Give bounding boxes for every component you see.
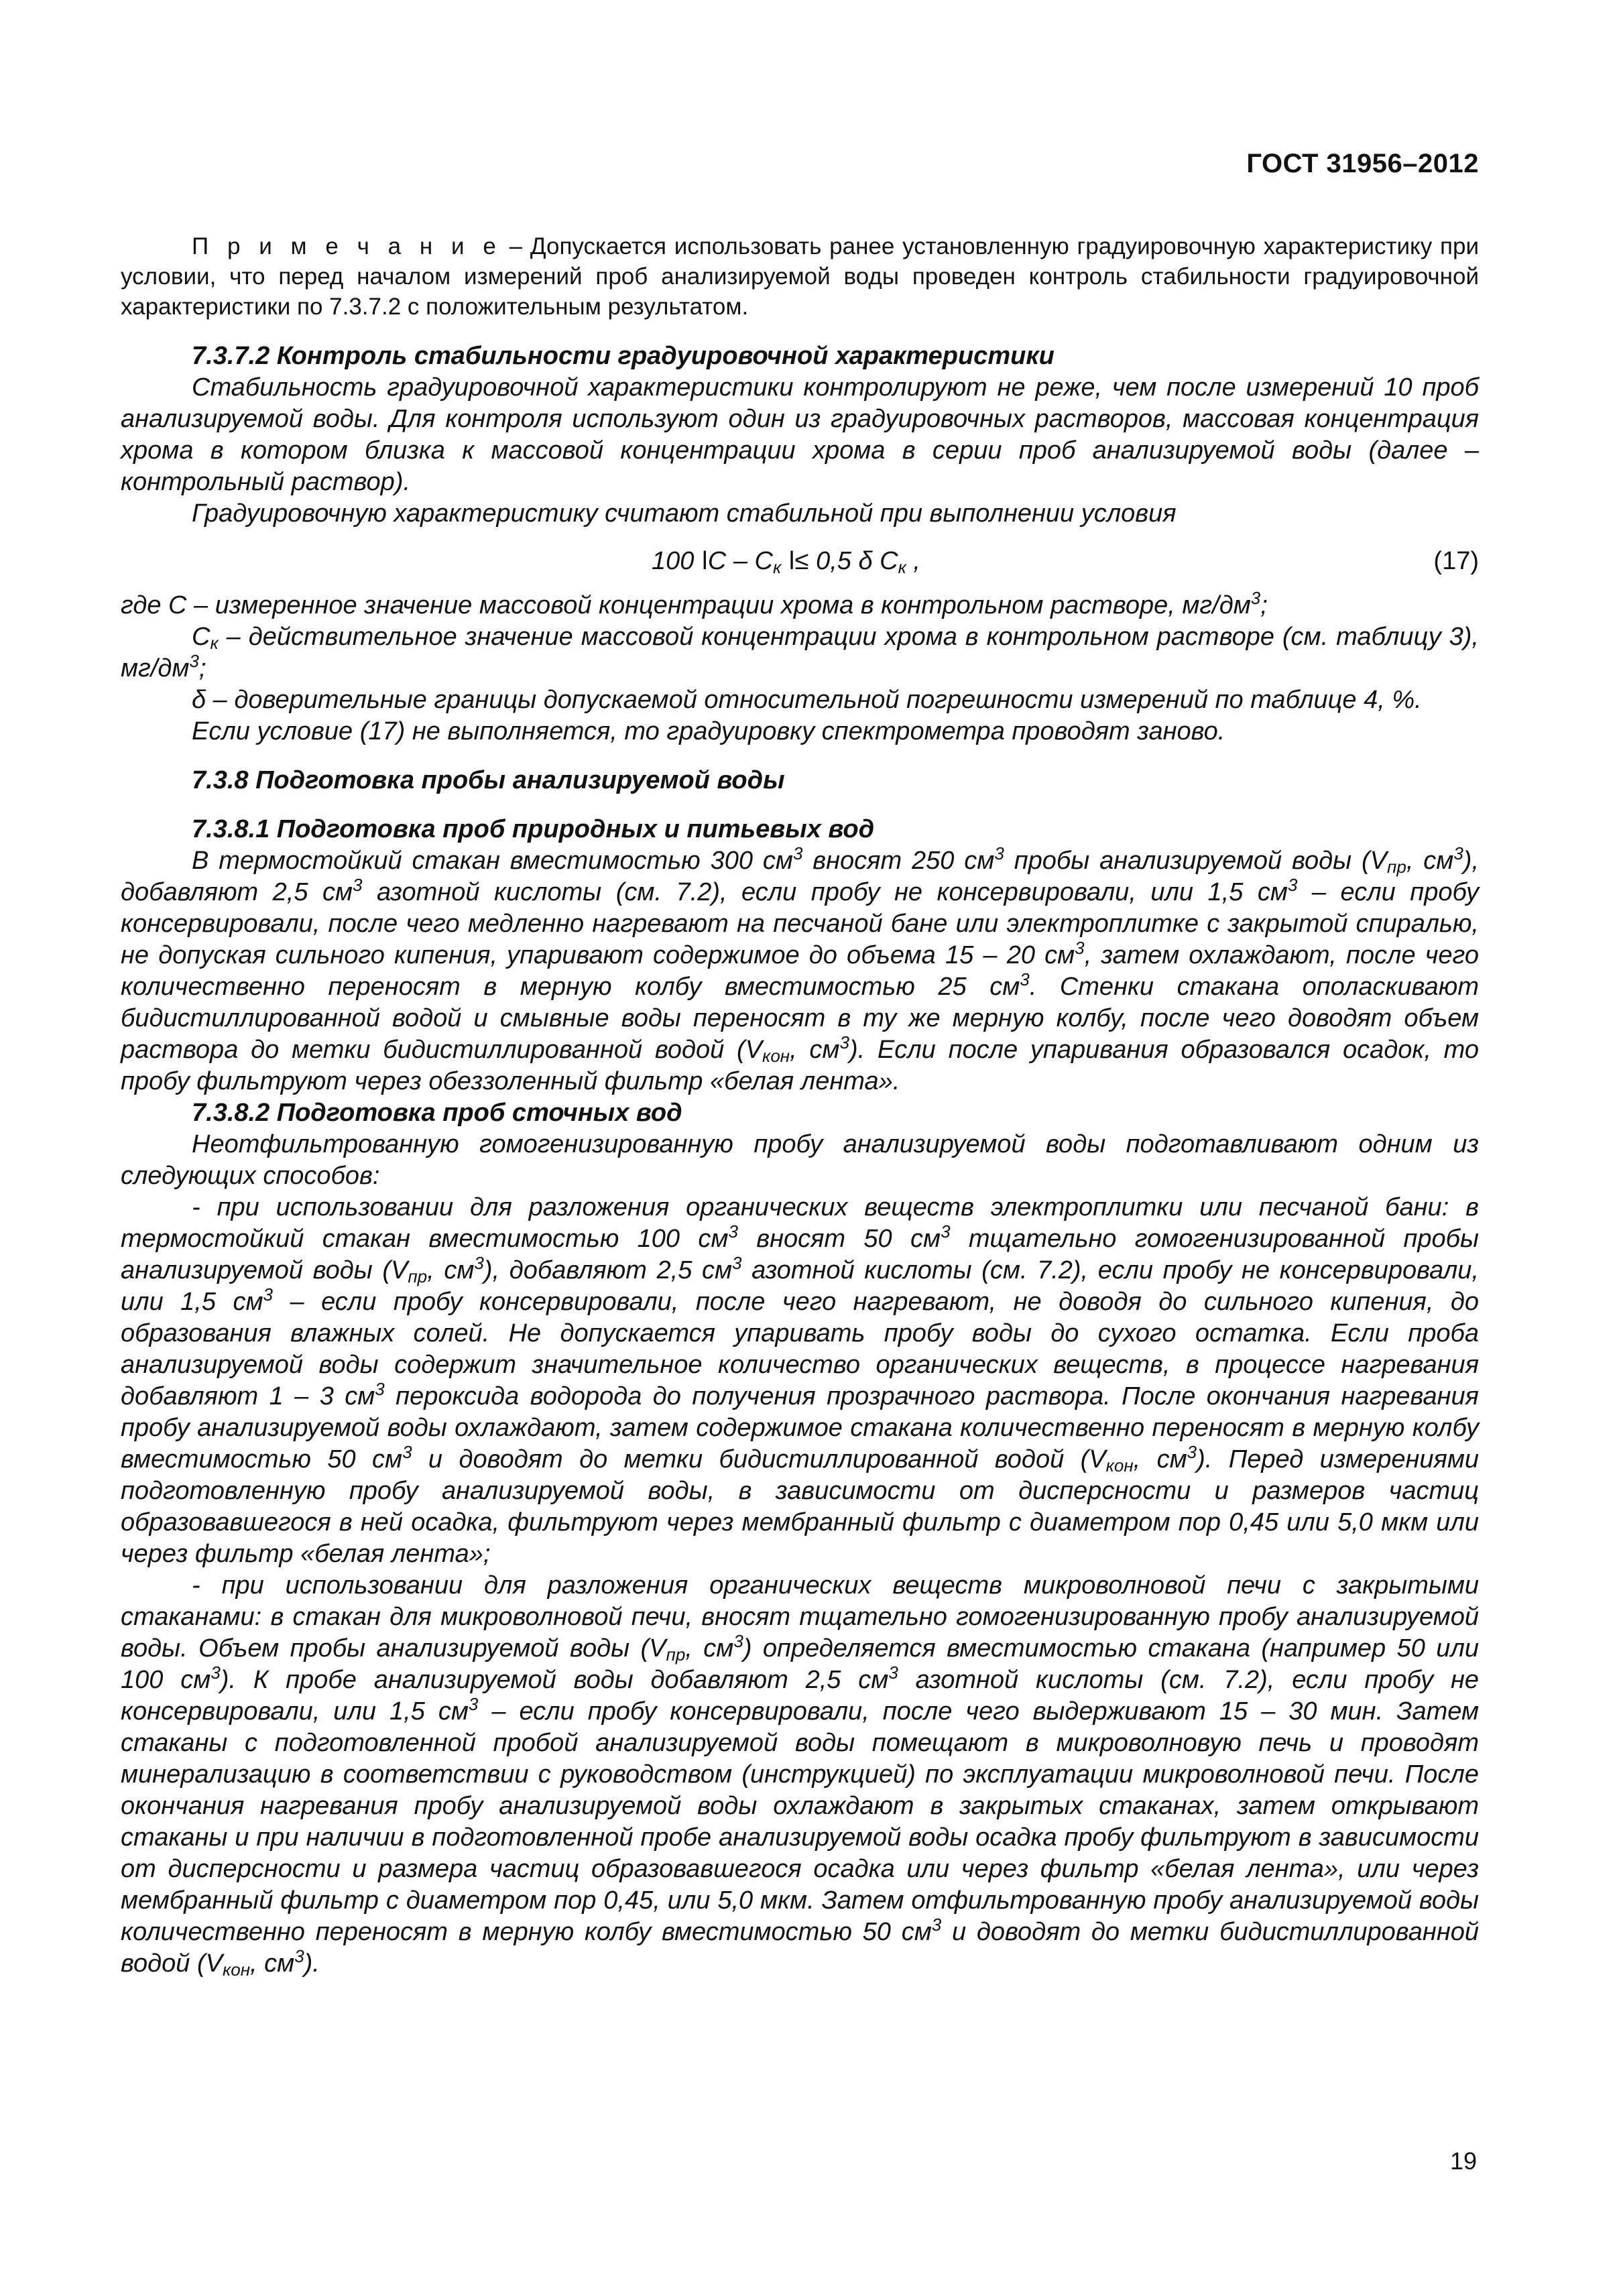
text-run: – если пробу консервировали, после чего выдерживают 15 – 30 мин. Затем стаканы с подготовленной пробой анализируемой воды помещают в микроволновую печь и проводят минерализацию в соответствии с руководством (инструкцией) по эксплуатации микроволновой печи. После окончания нагревания пробу анализируемой воды охлаждают в закрытых стаканах, затем открывают стаканы и при наличии в подготовленной пробе анализируемой воды осадка пробу фильтруют в зависимости от дисперсности и размера частиц образовавшегося осадка или через фильтр «белая лента», или через мембранный фильтр с диаметром пор 0,45, или 5,0 мкм. Затем отфильтрованную пробу анализируемой воды количественно переносят в мерную колбу вместимостью 50 см — [121, 1697, 1479, 1946]
superscript: 3 — [1287, 875, 1298, 895]
section-7382-method-b — [121, 1570, 1479, 1980]
superscript: 3 — [1453, 843, 1463, 863]
text-run: азотной кислоты (см. 7.2), если пробу не консервировали, или 1,5 см — [121, 1666, 1479, 1726]
text-run: , см — [685, 1634, 734, 1663]
section-738-title: 7.3.8 Подготовка пробы анализируемой воды — [192, 766, 785, 794]
text-run: где C – измеренное значение массовой концентрации хрома в контрольном растворе, мг/дм — [121, 591, 1251, 619]
superscript: 3 — [1250, 588, 1261, 608]
superscript: 3 — [994, 843, 1004, 863]
superscript: 3 — [728, 1221, 738, 1242]
note-paragraph — [121, 231, 1479, 322]
formula-subscript: к — [898, 557, 906, 577]
superscript: 3 — [468, 1694, 479, 1714]
text-run: , см — [790, 1036, 840, 1064]
text-run: ; — [198, 654, 206, 682]
text-run: – действительное значение массовой концентрации хрома в контрольном растворе (см. таблицу 3), мг/дм — [121, 623, 1479, 682]
formula-number: (17) — [1433, 547, 1479, 575]
text-run: азотной кислоты (см. 7.2), если пробу не консервировали, или 1,5 см — [121, 1256, 1479, 1316]
section-7382-method-a — [121, 1192, 1479, 1570]
text-run: вносят 50 см — [737, 1225, 941, 1253]
note-label: П р и м е ч а н и е — [192, 233, 501, 259]
superscript: 3 — [941, 1221, 951, 1242]
section-7372-paragraph-1: Стабильность градуировочной характеристики контролируют не реже, чем после измерений 10 проб анализируемой воды. Для контроля используют один из градуировочных растворов, массовая концентрация хрома в котором близка к массовой концентрации хрома в серии проб анализируемой воды (далее – контрольный раствор). — [121, 373, 1479, 496]
text-run: - при использовании для разложения органических веществ микроволновой печи с закрытыми стаканами: в стакан для микроволновой печи, вносят тщательно гомогенизированную пробу анализируемой воды. Объем пробы анализируемой воды (V — [121, 1571, 1479, 1663]
text-run: - при использовании для разложения органических веществ электроплитки или песчаной бани: в термостойкий стакан вместимостью 100 см — [121, 1193, 1479, 1253]
formula-part: ǀ≤ 0,5 δ C — [781, 547, 898, 575]
text-run: C — [192, 623, 211, 651]
text-run: ). К пробе анализируемой воды добавляют 2,5 см — [220, 1666, 889, 1694]
text-run: ) определяется вместимостью стакана (например 50 или 100 см — [121, 1634, 1480, 1694]
superscript: 3 — [353, 875, 363, 895]
text-run: , см — [1406, 847, 1454, 875]
superscript: 3 — [1187, 1442, 1197, 1462]
text-run: . Стенки стакана ополаскивают бидистиллированной водой и смывные воды переносят в ту же мерную колбу, после чего доводят объем раствора до метки бидистиллированной водой (V — [121, 973, 1479, 1064]
text-run: ; — [1260, 591, 1268, 619]
formula-17 — [121, 538, 1479, 585]
section-7381-paragraph — [121, 845, 1479, 1097]
subscript: кон — [1105, 1455, 1134, 1475]
delta-definition: δ – доверительные границы допускаемой относительной погрешности измерений по таблице 4, %. — [192, 686, 1422, 714]
subscript: кон — [762, 1046, 790, 1066]
document-code-header: ГОСТ 31956–2012 — [1246, 149, 1479, 178]
text-run: и доводят до метки бидистиллированной водой (V — [121, 1918, 1480, 1978]
text-run: пероксида водорода до получения прозрачного раствора. После окончания нагревания пробу анализируемой воды охлаждают, затем содержимое стакана количественно переносят в мерную колбу вместимостью 50 см — [121, 1382, 1479, 1473]
text-run: – если пробу консервировали, после чего нагревают, не доводя до сильного кипения, до образования влажных солей. Не допускается упаривать пробу воды до сухого остатка. Если проба анализируемой воды содержит значительное количество органических веществ, в процессе нагревания добавляют 1 – 3 см — [121, 1288, 1479, 1410]
subscript: пр — [1387, 857, 1406, 877]
superscript: 3 — [1075, 938, 1085, 958]
text-run: ), добавляют 2,5 см — [483, 1256, 733, 1284]
page-content — [121, 231, 1479, 1980]
superscript: 3 — [474, 1253, 484, 1273]
section-7381-title: 7.3.8.1 Подготовка проб природных и питьевых вод — [192, 815, 875, 843]
superscript: 3 — [839, 1032, 849, 1052]
formula-part: 100 ǀC – C — [652, 547, 773, 575]
section-7382-title: 7.3.8.2 Подготовка проб сточных вод — [192, 1099, 682, 1127]
formula-part: , — [906, 547, 920, 575]
superscript: 3 — [402, 1442, 412, 1462]
superscript: 3 — [1020, 969, 1030, 989]
superscript: 3 — [375, 1379, 385, 1399]
superscript: 3 — [211, 1663, 221, 1683]
text-run: ), добавляют 2,5 см — [121, 847, 1480, 906]
text-run: азотной кислоты (см. 7.2), если пробу не консервировали, или 1,5 см — [362, 878, 1288, 906]
text-run: пробы анализируемой воды (V — [1004, 847, 1388, 875]
subscript: к — [210, 633, 219, 653]
superscript: 3 — [931, 1915, 942, 1935]
superscript: 3 — [294, 1946, 304, 1966]
text-run: тщательно гомогенизированной пробы анализируемой воды (V — [121, 1225, 1479, 1284]
superscript: 3 — [888, 1663, 898, 1683]
text-run: ). Если после упаривания образовался осадок, то пробу фильтруют через обеззоленный фильтр «белая лента». — [121, 1036, 1479, 1095]
formula-subscript: к — [772, 557, 782, 577]
text-run: , затем охлаждают, после чего количественно переносят в мерную колбу вместимостью 25 см — [121, 941, 1479, 1001]
ck-definition — [121, 621, 1479, 684]
text-run: ). Перед измерениями подготовленную пробу анализируемой воды, в зависимости от дисперсности и размеров частиц образовавшегося в ней осадка, фильтруют через мембранный фильтр с диаметром пор 0,45 или 5,0 мкм или через фильтр «белая лента»; — [121, 1445, 1480, 1568]
note-text: – Допускается использовать ранее установленную градуировочную характеристику при условии, что перед началом измерений проб анализируемой воды проведен контроль стабильности градуировочной характеристики по 7.3.7.2 с положительным результатом. — [121, 233, 1479, 320]
section-7372-title: 7.3.7.2 Контроль стабильности градуировочной характеристики — [192, 342, 1055, 370]
if-condition-not-met: Если условие (17) не выполняется, то градуировку спектрометра проводят заново. — [192, 717, 1225, 745]
where-c-definition — [121, 590, 1479, 621]
section-7372-paragraph-2: Градуировочную характеристику считают стабильной при выполнении условия — [192, 499, 1177, 528]
text-run: – если пробу консервировали, после чего медленно нагревают на песчаной бане или электроплитке с закрытой спиралью, не допуская сильного кипения, упаривают содержимое до объема 15 – 20 см — [121, 878, 1480, 969]
superscript: 3 — [733, 1631, 743, 1651]
superscript: 3 — [189, 651, 199, 671]
text-run: вносят 250 см — [802, 847, 995, 875]
subscript: пр — [408, 1266, 428, 1286]
text-run: ). — [304, 1949, 320, 1978]
text-run: и доводят до метки бидистиллированной водой (V — [412, 1445, 1106, 1473]
text-run: , см — [427, 1256, 475, 1284]
subscript: пр — [666, 1644, 686, 1665]
formula-expression — [652, 546, 920, 577]
section-7382-intro: Неотфильтрованную гомогенизированную пробу анализируемой воды подготавливают одним из следующих способов: — [121, 1130, 1479, 1190]
text-run: В термостойкий стакан вместимостью 300 см — [192, 847, 793, 875]
superscript: 3 — [732, 1253, 742, 1273]
superscript: 3 — [263, 1284, 273, 1305]
text-run: , см — [250, 1949, 295, 1978]
subscript: кон — [222, 1959, 251, 1980]
text-run: , см — [1133, 1445, 1187, 1473]
page-number: 19 — [1449, 2147, 1477, 2175]
superscript: 3 — [792, 843, 803, 863]
